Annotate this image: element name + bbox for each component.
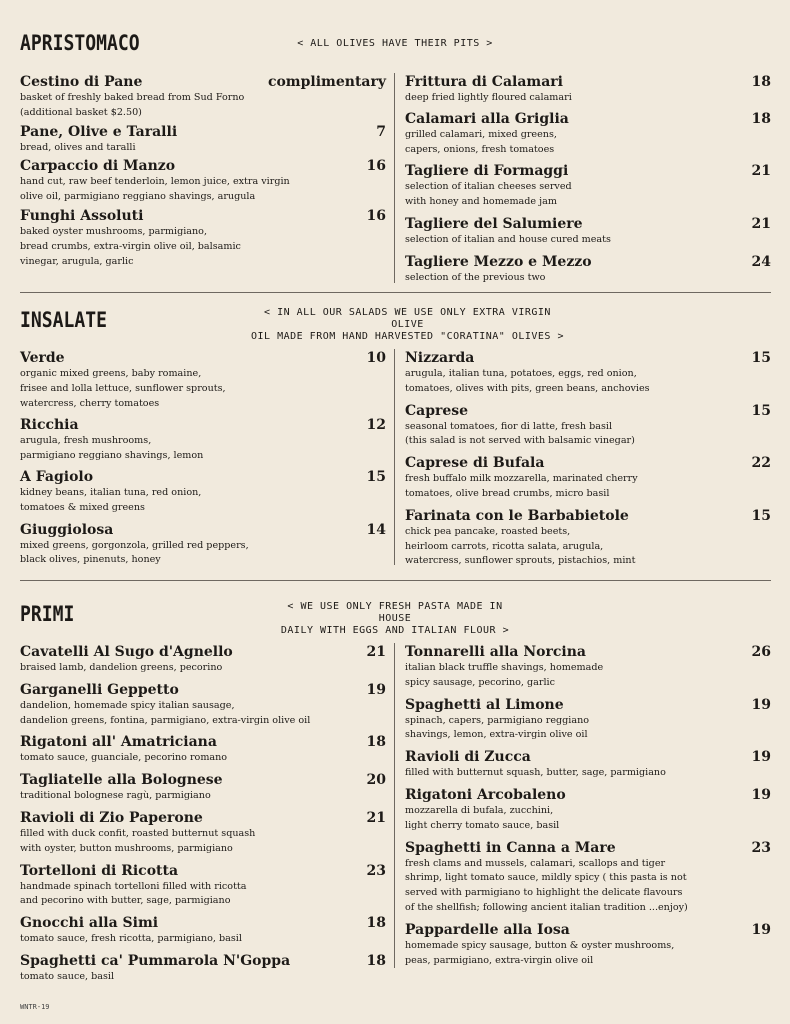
menu-item [20,124,386,156]
menu-item-price: 19 [751,921,771,938]
menu-item-description: tomato sauce, fresh ricotta, parmigiano, basil [20,933,242,945]
menu-item-price: 18 [366,915,386,932]
menu-item [20,682,386,729]
menu-item-description: italian black truffle shavings, homemade spicy sausage, pecorino, garlic [405,662,604,688]
menu-item-name: Funghi Assoluti [20,207,144,224]
menu-item-price: 15 [751,507,771,524]
menu-item-description: baked oyster mushrooms, parmigiano, bread crumbs, extra-virgin olive oil, balsamic vinegar, arugula, garlic [20,225,241,267]
menu-item-description: arugula, fresh mushrooms, parmigiano reggiano shavings, lemon [20,435,204,462]
menu-item-description: homemade spicy sausage, button & oyster mushrooms, peas, parmigiano, extra-virgin olive oil [405,939,675,966]
menu-item-description: selection of italian cheeses served with honey and homemade jam [405,181,572,208]
footer-code: WNTR-19 [20,1003,50,1011]
menu-item-price: 23 [366,862,386,879]
menu-item-description: fresh clams and mussels, calamari, scallops and tiger shrimp, light tomato sauce, mildly spicy ( this pasta is not served with parmigiano to highlight the delicate flavours of the shellfish; following ancient italian tradition ...enjoy) [405,857,688,913]
menu-item-name: Rigatoni Arcobaleno [405,786,566,803]
menu-item-description: bread, olives and taralli [20,141,136,153]
menu-item-name: Caprese [405,402,469,419]
menu-item-description: traditional bolognese ragù, parmigiano [20,790,211,802]
menu-item [405,787,771,834]
menu-item [405,163,771,210]
menu-item-description: fresh buffalo milk mozzarella, marinated cherry tomatoes, olive bread crumbs, micro basil [405,473,638,499]
menu-item-name: Pappardelle alla Iosa [405,921,570,938]
menu-item [405,840,771,916]
menu-item-price: 7 [376,123,386,140]
apristomaco-right-column [405,74,771,286]
menu-item [20,522,386,569]
menu-item-price: 14 [366,521,386,538]
section-rule [20,580,771,581]
menu-item-price: 21 [751,215,771,232]
menu-item [20,158,386,205]
menu-item-price: complimentary [267,74,386,90]
menu-item-description: grilled calamari, mixed greens, capers, onions, fresh tomatoes [405,128,557,155]
menu-item [405,455,771,502]
menu-item [20,863,386,910]
menu-item-price: 21 [751,163,771,180]
menu-item-price: 22 [751,455,771,472]
menu-item-description: chick pea pancake, roasted beets, heirloom carrots, ricotta salata, arugula, watercress, sunflower sprouts, pistachios, mint [405,525,636,567]
menu-item [20,350,386,411]
menu-item [20,953,386,985]
menu-item-name: Spaghetti al Limone [405,696,564,713]
menu-item [405,111,771,158]
menu-item [405,254,771,286]
menu-item [405,403,771,450]
primi-right-column [405,644,771,968]
menu-item [20,772,386,804]
menu-item-name: Rigatoni all' Amatriciana [20,734,217,751]
menu-item-name: Cavatelli Al Sugo d'Agnello [20,644,233,660]
menu-item [20,417,386,464]
menu-item-name: Pane, Olive e Taralli [20,123,178,140]
menu-item-name: Nizzarda [405,350,475,366]
menu-item-description: selection of italian and house cured meats [405,233,611,245]
menu-item-description: braised lamb, dandelion greens, pecorino [20,662,223,673]
menu-item [405,508,771,569]
menu-item-price: 19 [751,786,771,803]
menu-item-price: 18 [366,952,386,969]
menu-item-description: organic mixed greens, baby romaine, frisee and lolla lettuce, sunflower sprouts, watercress, cherry tomatoes [20,368,226,409]
menu-item [405,749,771,781]
menu-item-price: 19 [751,749,771,766]
menu-item [405,74,771,106]
menu-item-price: 18 [366,734,386,751]
menu-item-description: kidney beans, italian tuna, red onion, tomatoes & mixed greens [20,486,202,513]
menu-item-name: Tortelloni di Ricotta [20,862,179,879]
menu-item [405,922,771,969]
menu-item-description: tomato sauce, guanciale, pecorino romano [20,752,228,764]
insalate-right-column [405,350,771,569]
menu-item-price: 21 [366,644,386,660]
menu-item-description: tomato sauce, basil [20,970,115,982]
menu-item-price: 16 [366,207,386,224]
menu-item-price: 15 [751,350,771,366]
menu-item [20,810,386,857]
menu-item-name: Ravioli di Zio Paperone [20,809,203,826]
menu-item-name: Farinata con le Barbabietole [405,507,629,524]
menu-item-name: Carpaccio di Manzo [20,158,176,175]
menu-item [20,469,386,516]
primi-left-column [20,644,386,985]
menu-item-price: 16 [366,158,386,175]
menu-item-name: Tagliere di Formaggi [405,163,569,180]
menu-item-description: mixed greens, gorgonzola, grilled red peppers, black olives, pinenuts, honey [20,539,249,566]
menu-item-name: Verde [20,350,65,366]
menu-item-description: seasonal tomatoes, fior di latte, fresh basil (this salad is not served with balsamic vinegar) [405,420,635,447]
menu-item-name: A Fagiolo [20,468,94,485]
menu-item [405,644,771,691]
menu-item-description: mozzarella di bufala, zucchini, light cherry tomato sauce, basil [405,804,560,831]
insalate-left-column [20,350,386,568]
section-note-primi: < WE USE ONLY FRESH PASTA MADE IN HOUSE DAILY WITH EGGS AND ITALIAN FLOUR > [280,601,510,636]
menu-item-name: Tagliatelle alla Bolognese [20,772,223,789]
menu-item-price: 21 [366,809,386,826]
menu-item [20,644,386,676]
menu-item-description: filled with duck confit, roasted butternut squash with oyster, button mushrooms, parmigiano [20,827,256,854]
menu-item-price: 12 [366,417,386,434]
menu-item-name: Calamari alla Griglia [405,110,569,127]
apristomaco-left-column [20,74,386,269]
menu-item-name: Frittura di Calamari [405,74,563,90]
menu-item-description: handmade spinach tortelloni filled with ricotta and pecorino with butter, sage, parmigiano [20,880,247,907]
menu-item-price: 15 [366,468,386,485]
menu-item-price: 10 [366,350,386,366]
menu-item-description: spinach, capers, parmigiano reggiano shavings, lemon, extra-virgin olive oil [405,714,590,741]
menu-item-price: 20 [366,772,386,789]
menu-item [405,697,771,744]
menu-item-description: selection of the previous two [405,271,546,283]
menu-item-price: 18 [751,74,771,90]
menu-item-name: Tagliere Mezzo e Mezzo [405,253,592,270]
menu-item-description: deep fried lightly floured calamari [405,92,572,103]
menu-item [405,350,771,397]
menu-item-price: 23 [751,839,771,856]
section-title-insalate: INSALATE [20,308,107,332]
menu-item [20,74,386,121]
menu-item-description: filled with butternut squash, butter, sage, parmigiano [405,767,666,779]
menu-item-price: 26 [751,644,771,660]
menu-item-price: 19 [366,681,386,698]
menu-item [20,734,386,766]
menu-item-price: 18 [751,110,771,127]
section-note-insalate: < IN ALL OUR SALADS WE USE ONLY EXTRA VIRGIN OLIVE OIL MADE FROM HAND HARVESTED "CORATINA" OLIVES > [251,307,564,342]
menu-item-name: Ravioli di Zucca [405,749,531,766]
menu-item-name: Tonnarelli alla Norcina [405,644,586,660]
menu-item-price: 15 [751,402,771,419]
menu-item-description: basket of freshly baked bread from Sud Forno (additional basket $2.50) [20,92,245,118]
menu-item-name: Ricchia [20,417,79,434]
section-title-apristomaco: APRISTOMACO [20,31,140,55]
column-divider [394,349,395,565]
menu-item-name: Tagliere del Salumiere [405,215,583,232]
menu-item [20,208,386,269]
section-rule [20,292,771,293]
menu-item [20,915,386,947]
menu-item-name: Garganelli Geppetto [20,681,179,698]
section-note-apristomaco: < ALL OLIVES HAVE THEIR PITS > [297,38,493,49]
column-divider [394,73,395,283]
menu-item-description: hand cut, raw beef tenderloin, lemon juice, extra virgin olive oil, parmigiano reggiano shavings, arugula [20,176,290,203]
menu-item [405,216,771,248]
menu-item-description: dandelion, homemade spicy italian sausage, dandelion greens, fontina, parmigiano, extra-virgin olive oil [20,699,311,726]
menu-item-name: Giuggiolosa [20,521,114,538]
menu-item-name: Spaghetti in Canna a Mare [405,839,616,856]
menu-item-description: arugula, italian tuna, potatoes, eggs, red onion, tomatoes, olives with pits, green beans, anchovies [405,368,650,394]
menu-item-name: Caprese di Bufala [405,455,545,472]
menu-item-price: 24 [751,253,771,270]
menu-item-price: 19 [751,696,771,713]
menu-item-name: Cestino di Pane [20,74,143,90]
menu-item-name: Spaghetti ca' Pummarola N'Goppa [20,952,291,969]
column-divider [394,643,395,968]
section-title-primi: PRIMI [20,602,75,626]
menu-item-name: Gnocchi alla Simi [20,915,159,932]
